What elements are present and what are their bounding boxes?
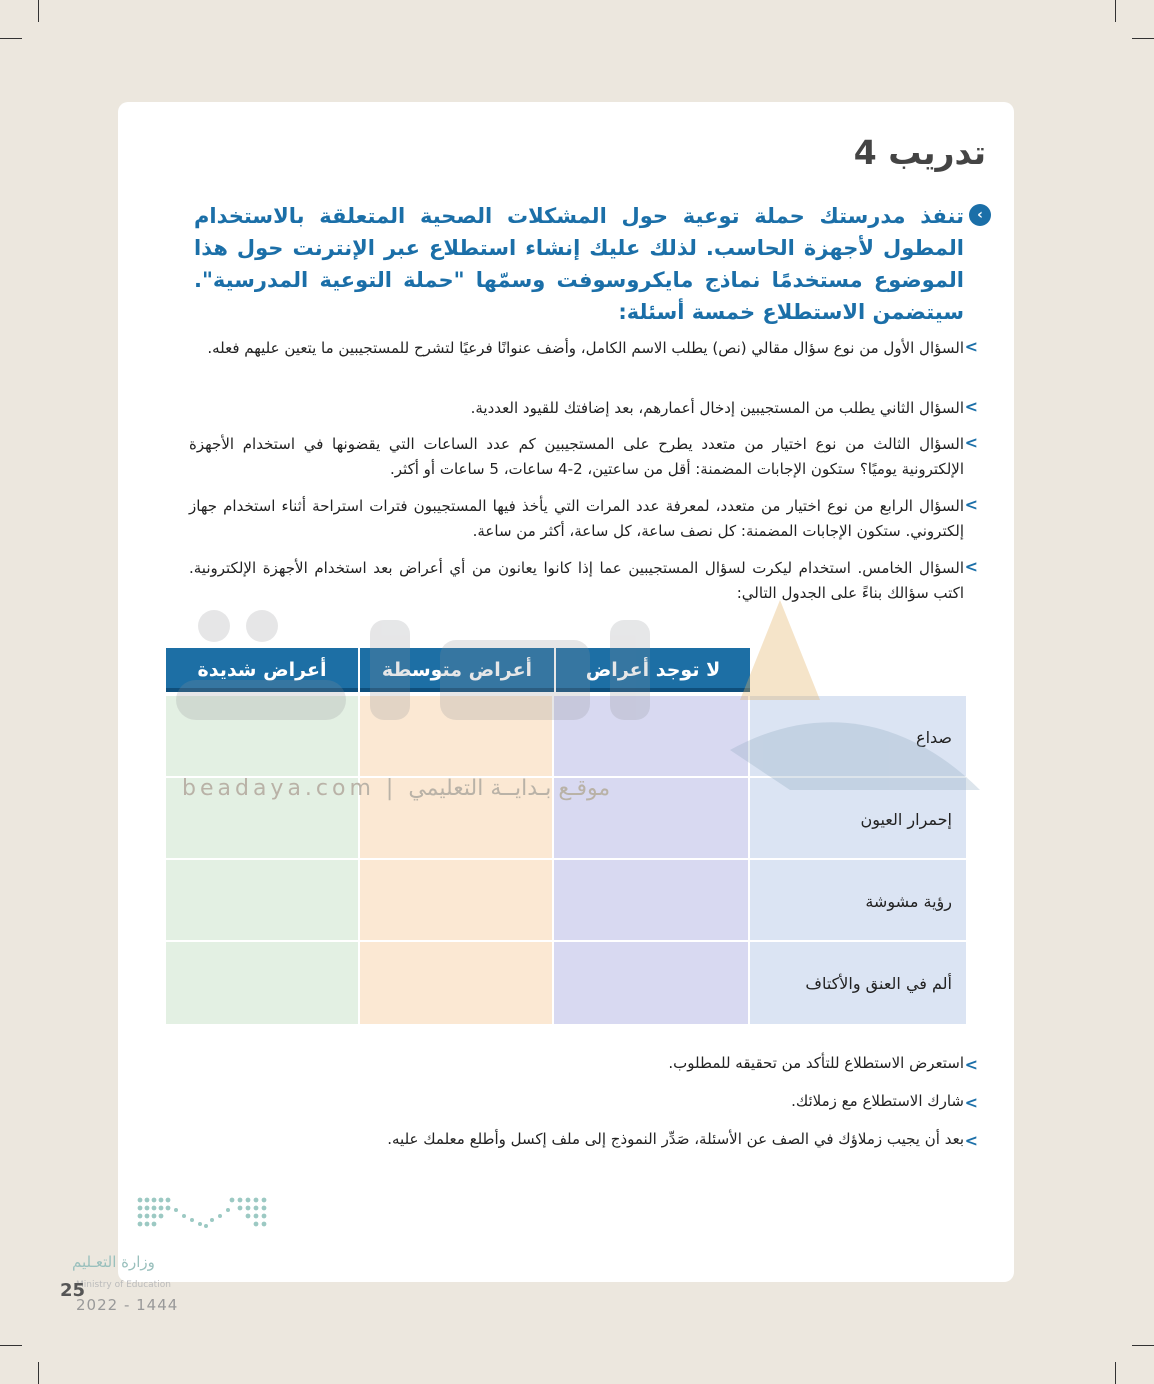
chevron-icon: < bbox=[964, 557, 978, 576]
table-cell bbox=[166, 860, 360, 942]
table-cell bbox=[554, 696, 750, 778]
chevron-icon: < bbox=[964, 337, 978, 356]
crop-mark bbox=[1115, 1362, 1116, 1384]
crop-mark bbox=[1132, 38, 1154, 39]
row-label-red-eyes: إحمرار العيون bbox=[860, 810, 952, 829]
intro-paragraph: تنفذ مدرستك حملة توعية حول المشكلات الصحية المتعلقة بالاستخدام المطول لأجهزة الحاسب. لذلك عليك إنشاء استطلاع عبر الإنترنت حول هذا الموضوع مستخدمًا نماذج مايكروسوفت وسمّها "حملة التوعية المدرسية". سيتضمن الاستطلاع خمسة أسئلة: bbox=[194, 204, 964, 324]
header-severe-symptoms: أعراض شديدة bbox=[166, 648, 358, 692]
crop-mark bbox=[38, 0, 39, 22]
bullet-export: بعد أن يجيب زملاؤك في الصف عن الأسئلة، صَدِّر النموذج إلى ملف إكسل وأطلع معلمك عليه. bbox=[387, 1130, 964, 1148]
page-title: تدريب 4 bbox=[853, 133, 986, 172]
chevron-icon: < bbox=[964, 1131, 978, 1150]
table-cell bbox=[554, 860, 750, 942]
question-1: السؤال الأول من نوع سؤال مقالي (نص) يطلب الاسم الكامل، وأضف عنوانًا فرعيًا لتشرح للمستجيبين ما يتعين عليهم فعله. bbox=[207, 339, 964, 357]
table-cell bbox=[360, 942, 554, 1026]
bullet-share: شارك الاستطلاع مع زملائك. bbox=[791, 1092, 964, 1110]
bullet-review: استعرض الاستطلاع للتأكد من تحقيقه للمطلوب. bbox=[668, 1054, 964, 1072]
row-label-blurred-vision: رؤية مشوشة bbox=[865, 892, 952, 911]
ministry-name-en: Ministry of Education bbox=[76, 1280, 171, 1290]
row-label-headache: صداع bbox=[916, 728, 952, 747]
chevron-icon: < bbox=[964, 397, 978, 416]
ministry-logo bbox=[136, 1196, 268, 1232]
chevron-icon: < bbox=[964, 1055, 978, 1074]
header-moderate-symptoms: أعراض متوسطة bbox=[360, 648, 554, 692]
ministry-name-ar: وزارة التعـليم bbox=[72, 1253, 155, 1271]
page-number: 25 bbox=[60, 1280, 86, 1301]
table-cell bbox=[166, 696, 360, 778]
chevron-icon: < bbox=[964, 495, 978, 514]
edition-year: 2022 - 1444 bbox=[76, 1296, 179, 1314]
crop-mark bbox=[1115, 0, 1116, 22]
symptoms-table bbox=[166, 648, 968, 1026]
crop-mark bbox=[0, 38, 22, 39]
table-cell bbox=[360, 860, 554, 942]
crop-mark bbox=[1132, 1345, 1154, 1346]
header-no-symptoms: لا توجد أعراض bbox=[556, 648, 750, 692]
crop-mark bbox=[38, 1362, 39, 1384]
chevron-icon: < bbox=[964, 1093, 978, 1112]
table-cell bbox=[554, 942, 750, 1026]
row-label-neck-pain: ألم في العنق والأكتاف bbox=[805, 974, 952, 993]
crop-mark bbox=[0, 1345, 22, 1346]
intro-bullet-icon: ‹ bbox=[969, 204, 991, 226]
question-4: السؤال الرابع من نوع اختيار من متعدد، لمعرفة عدد المرات التي يأخذ فيها المستجيبون فترات استراحة أثناء استخدام جهاز إلكتروني. ستكون الإجابات المضمنة: كل نصف ساعة، كل ساعة، أكثر من ساعة. bbox=[189, 497, 964, 540]
question-3: السؤال الثالث من نوع اختيار من متعدد يطرح على المستجيبين كم عدد الساعات التي يقضونها في استخدام الأجهزة الإلكترونية يوميًا؟ ستكون الإجابات المضمنة: أقل من ساعتين، 2-4 ساعات، 5 ساعات أو أكثر. bbox=[189, 435, 964, 478]
table-cell bbox=[166, 942, 360, 1026]
question-5: السؤال الخامس. استخدام ليكرت لسؤال المستجيبين عما إذا كانوا يعانون من أي أعراض بعد استخدام الأجهزة الإلكترونية. اكتب سؤالك بناءً على الجدول التالي: bbox=[189, 559, 964, 602]
chevron-icon: < bbox=[964, 433, 978, 452]
question-2: السؤال الثاني يطلب من المستجيبين إدخال أعمارهم، بعد إضافتك للقيود العددية. bbox=[470, 399, 964, 417]
watermark-text: beadaya.com | موقـع بـدايــة التعليمي bbox=[182, 776, 611, 801]
table-cell bbox=[360, 696, 554, 778]
